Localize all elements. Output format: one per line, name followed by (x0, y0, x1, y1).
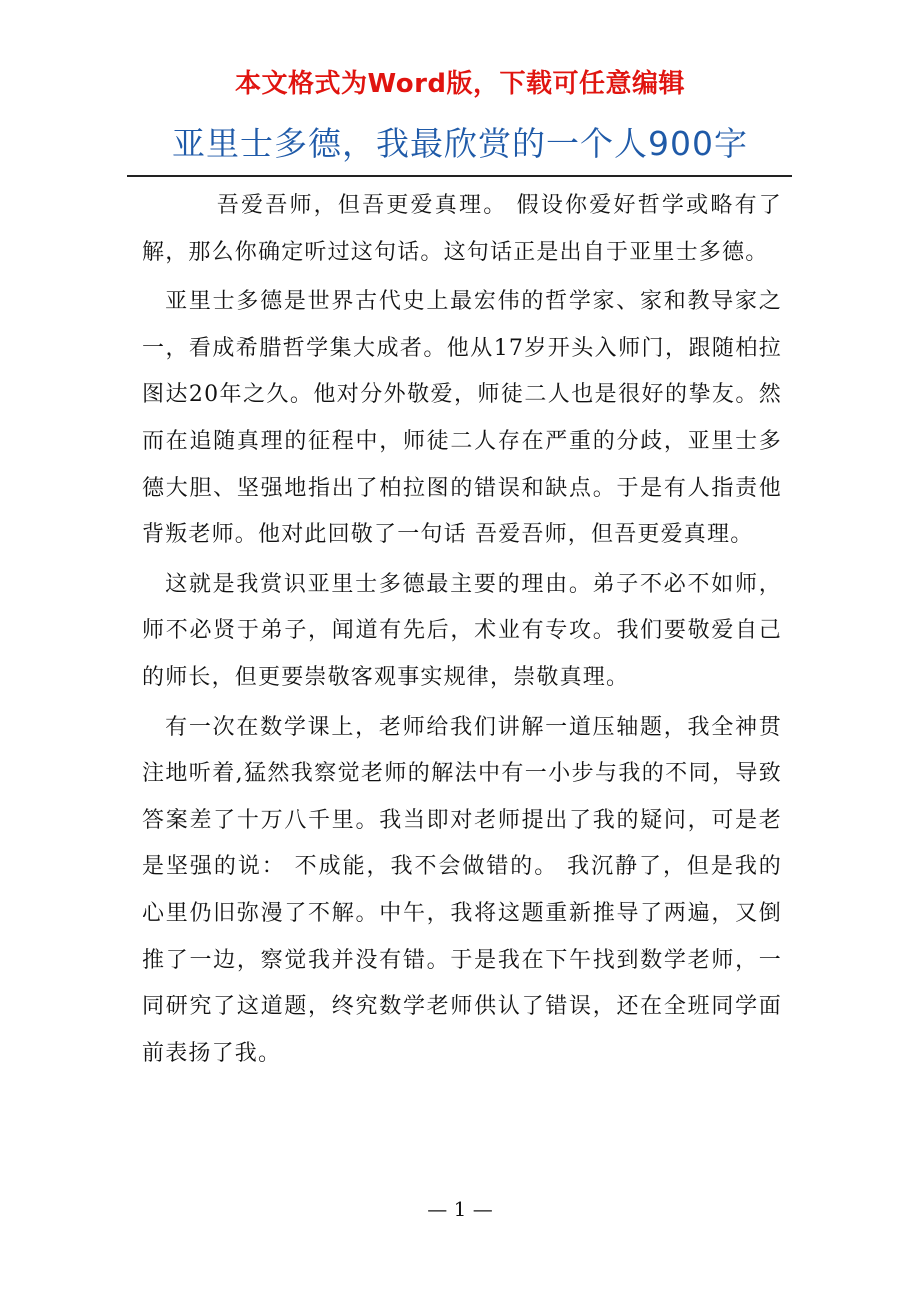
document-body (142, 183, 782, 1080)
paragraph-2: 亚里士多德是世界古代史上最宏伟的哲学家、家和教导家之一，看成希腊哲学集大成者。他从17岁开头入师门，跟随柏拉图达20年之久。他对分外敬爱，师徒二人也是很好的挚友。然而在追随真理的征程中，师徒二人存在严重的分歧，亚里士多德大胆、坚强地指出了柏拉图的错误和缺点。于是有人指责他背叛老师。他对此回敬了一句话 吾爱吾师，但吾更爱真理。 (142, 289, 782, 548)
title-divider (127, 175, 792, 177)
paragraph-3: 这就是我赏识亚里士多德最主要的理由。弟子不必不如师，师不必贤于弟子，闻道有先后，术业有专攻。我们要敬爱自己的师长，但更要崇敬客观事实规律，崇敬真理。 (142, 571, 782, 690)
format-banner: 本文格式为Word版，下载可任意编辑 (234, 69, 686, 99)
paragraph-1: 吾爱吾师，但吾更爱真理。 假设你爱好哲学或略有了解，那么你确定听过这句话。这句话正是出自于亚里士多德。 (142, 193, 782, 265)
paragraph-4: 有一次在数学课上，老师给我们讲解一道压轴题，我全神贯注地听着,猛然我察觉老师的解法中有一小步与我的不同，导致答案差了十万八千里。我当即对老师提出了我的疑问，可是老是坚强的说： 不成能，我不会做错的。 我沉静了，但是我的心里仍旧弥漫了不解。中午，我将这题重新推导了两遍，又倒推了一边，察觉我并没有错。于是我在下午找到数学老师，一同研究了这道题，终究数学老师供认了错误，还在全班同学面前表扬了我。 (142, 714, 782, 1066)
page-number: — 1 — (427, 1197, 493, 1221)
document-title: 亚里士多德，我最欣赏的一个人900字 (172, 124, 748, 163)
